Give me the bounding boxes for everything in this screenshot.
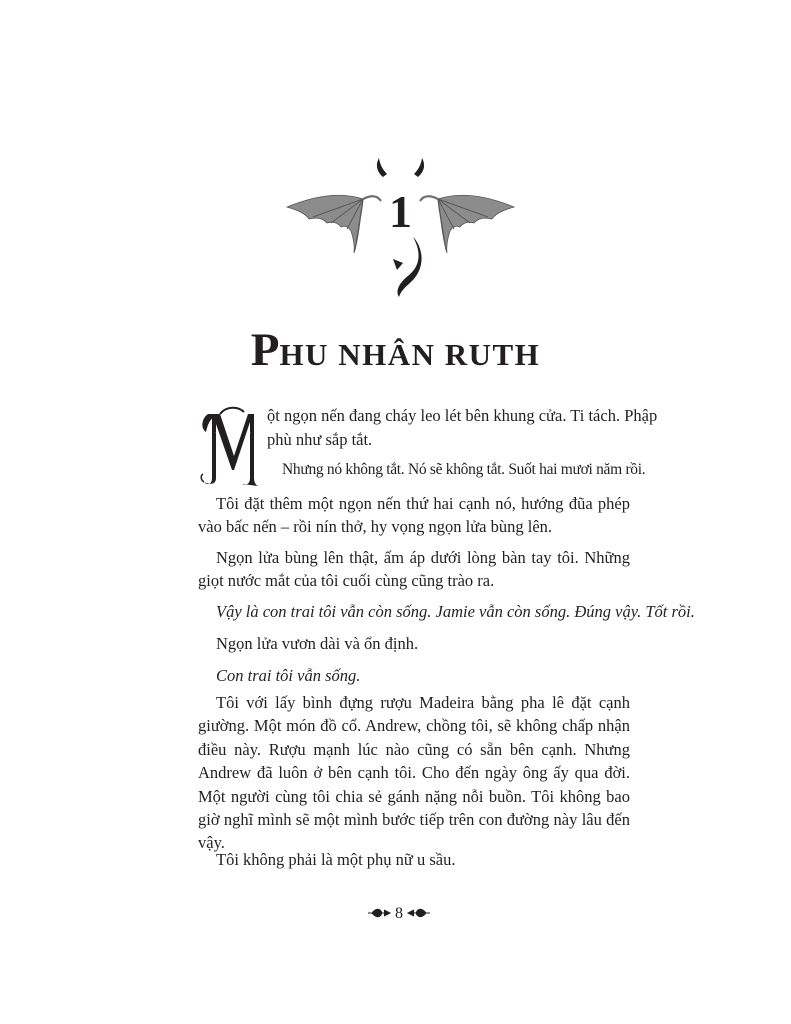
left-wing-arm [363,196,381,201]
paragraph-4: Ngọn lửa bùng lên thật, ấm áp dưới lòng bàn tay tôi. Những giọt nước mắt của tôi cuối cùng cũng trào ra. [198,548,630,591]
paragraph-2: Nhưng nó không tắt. Nó sẽ không tắt. Suốt hai mươi năm rồi. [282,461,646,478]
paragraph-3: Tôi đặt thêm một ngọn nến thứ hai cạnh nó, hướng đũa phép vào bấc nến – rồi nín thở, hy vọng ngọn lửa bùng lên. [198,494,630,537]
paragraph-8: Tôi với lấy bình đựng rượu Madeira bằng pha lê đặt cạnh giường. Một món đồ cổ. Andrew, chồng tôi, sẽ không chấp nhận điều này. Rượu mạnh lúc nào cũng có sẵn bên cạnh. Nhưng Andrew đã luôn ở bên cạnh tôi. Cho đến ngày ông ấy qua đời. Một người cùng tôi chia sẻ gánh nặng nỗi buồn. Tôi không bao giờ nghĩ mình sẽ một mình bước tiếp trên con đường này lâu đến vậy. [198,693,630,853]
page-number: 8 [395,905,403,922]
paragraph-6: Ngọn lửa vươn dài và ổn định. [216,634,419,653]
paragraph-1-line-1: ột ngọn nến đang cháy leo lét bên khung cửa. Ti tách. Phập [267,406,658,425]
chapter-title [0,323,791,377]
dropcap-letter-image [198,400,260,488]
chapter-title-initial: P [250,323,280,376]
paragraph-1-line-2: phù như sắp tắt. [267,430,373,449]
right-wing-arm [420,196,438,201]
right-wing-icon [438,195,514,253]
page-number-ornament [368,903,430,923]
devil-tail-icon [397,237,421,297]
paragraph-9: Tôi không phải là một phụ nữ u sầu. [216,850,456,869]
paragraph-7-italic: Con trai tôi vẫn sống. [216,666,361,685]
right-horn-icon [414,158,424,177]
left-horn-icon [377,158,387,177]
right-ornament-icon [408,909,430,917]
paragraph-5-italic: Vậy là con trai tôi vẫn còn sống. Jamie vẫn còn sống. Đúng vậy. Tốt rồi. [216,602,695,621]
chapter-title-rest: HU NHÂN RUTH [279,336,541,372]
left-ornament-icon [368,909,390,917]
left-wing-icon [287,195,363,253]
chapter-number: 1 [389,186,412,237]
chapter-emblem [283,155,518,300]
